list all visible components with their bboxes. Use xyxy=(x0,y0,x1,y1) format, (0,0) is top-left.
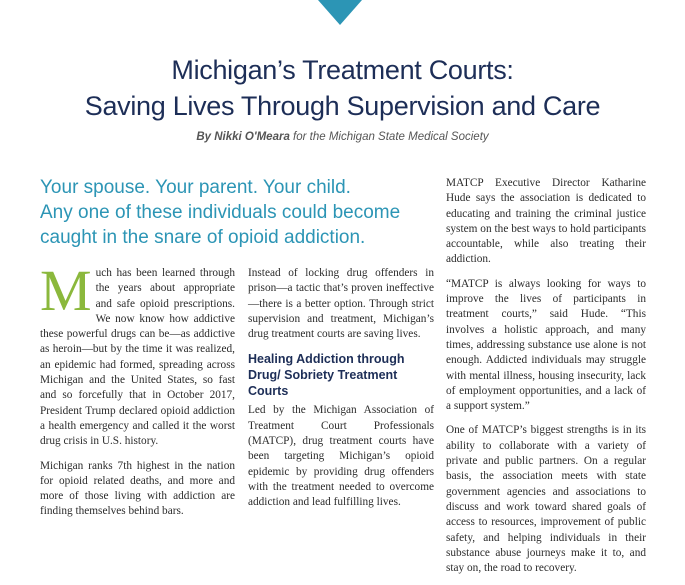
column-3-paragraph-2: “MATCP is always looking for ways to improve the lives of participants in treatment courts,” said Hude. “This involves a holistic approach, and many times, addressing substance use alone is not enough. Addicted individuals may struggle with mental illness, housing insecurity, lack of employment opportunities, and a lack of a support system.” xyxy=(446,277,646,413)
pull-quote-line-1: Your spouse. Your parent. Your child. xyxy=(40,177,351,198)
column-3-paragraph-3: One of MATCP’s biggest strengths is in its ability to collaborate with a variety of private and public partners. On a regular basis, the association meets with state government agencies and associations to discuss and work toward shared goals of access to resources, improvement of public safety, and helping individuals in their substance abuse journeys make it to, and stay on, the road to recovery. xyxy=(446,424,646,575)
column-1-paragraph-2: Michigan ranks 7th highest in the nation for opioid related deaths, and more and more of those living with addiction are finding themselves behind bars. xyxy=(40,459,235,518)
column-3-paragraph-1: MATCP Executive Director Katharine Hude says the association is dedicated to educating and training the criminal justice system on the best ways to hold participants accountable, while also treating their addiction. xyxy=(446,177,646,266)
byline-author: By Nikki O'Meara xyxy=(196,131,290,143)
pull-quote xyxy=(40,175,430,250)
article-title-line-2: Saving Lives Through Supervision and Care xyxy=(84,91,601,121)
column-1-paragraph-1-text: uch has been learned through the years about appropriate and safe opioid prescriptions. We now know how addictive these powerful drugs can be—as addictive as heroin—but by the time it was realized, an epidemic had formed, spreading across Michigan and the United States, so fast and so forcefully that in October 2017, President Trump declared opioid addiction a health emergency and called it the worst drug crisis in U.S. history. xyxy=(40,267,235,448)
column-1-paragraph-1 xyxy=(40,258,235,450)
column-1 xyxy=(40,258,235,529)
column-3 xyxy=(446,176,646,585)
top-triangle-marker xyxy=(318,0,362,25)
column-2-paragraph-2: Led by the Michigan Association of Treatment Court Professionals (MATCP), drug treatment courts have been targeting Michigan’s opioid epidemic by providing drug offenders with the treatment needed to overcome addiction and lead fulfilling lives. xyxy=(248,404,434,509)
column-2-paragraph-1: Instead of locking drug offenders in prison—a tactic that’s proven ineffective—there is a better option. Through strict supervision and treatment, Michigan’s drug treatment courts are saving lives. xyxy=(248,267,434,341)
drop-cap: M xyxy=(40,258,92,323)
section-subheading: Healing Addiction through Drug/ Sobriety Treatment Courts xyxy=(248,352,405,399)
article-title-line-1: Michigan’s Treatment Courts: xyxy=(171,55,514,85)
pull-quote-line-3: caught in the snare of opioid addiction. xyxy=(40,227,366,248)
pull-quote-line-2: Any one of these individuals could become xyxy=(40,202,401,223)
column-2 xyxy=(248,266,434,520)
byline-affiliation: for the Michigan State Medical Society xyxy=(293,131,489,143)
byline xyxy=(0,131,685,143)
